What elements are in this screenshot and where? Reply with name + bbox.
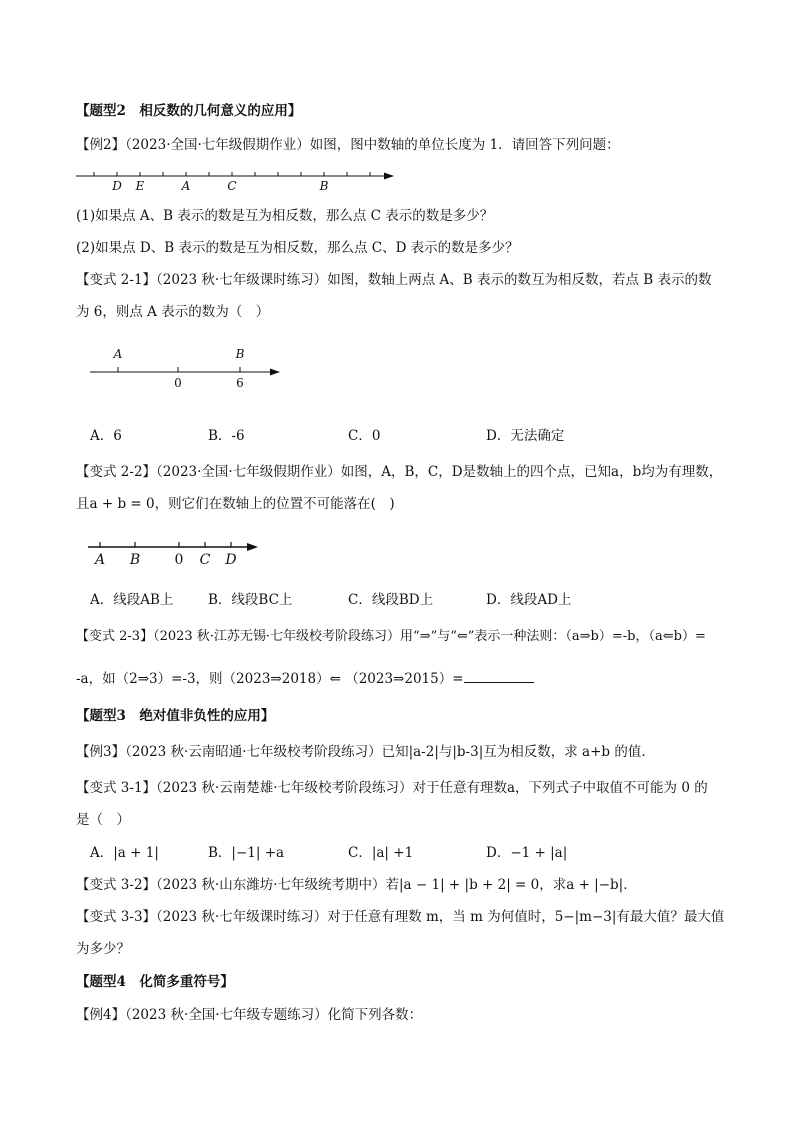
point-label-zero: 0 xyxy=(174,552,184,568)
point-label-c: C xyxy=(227,179,237,193)
option-b: B．-6 xyxy=(208,428,245,444)
variant-2-1-line-1: 【变式 2-1】（2023 秋·七年级课时练习）如图，数轴上两点 A、B 表示的数互为相反数，若点 B 表示的数 xyxy=(76,272,712,288)
variant-3-1-line-1: 【变式 3-1】（2023 秋·云南楚雄·七年级校考阶段练习）对于任意有理数a，下列式子中取值不可能为 0 的 xyxy=(76,780,708,796)
option-d: D．线段AD上 xyxy=(486,592,572,608)
section-title-type4: 【题型4 化简多重符号】 xyxy=(76,974,234,990)
point-label-c: C xyxy=(199,552,211,568)
option-d: D．−1 + |a| xyxy=(486,845,568,861)
variant-2-3-line-2 xyxy=(76,668,534,689)
axis-arrow xyxy=(270,369,280,376)
number-line-figure-2 xyxy=(90,345,290,391)
option-d: D．无法确定 xyxy=(486,428,565,444)
question-1: (1)如果点 A、B 表示的数是互为相反数，那么点 C 表示的数是多少？ xyxy=(76,208,494,224)
option-b: B．线段BC上 xyxy=(208,592,293,608)
option-c: C．|a| +1 xyxy=(348,845,414,861)
answer-blank xyxy=(464,668,534,683)
point-label-a: A xyxy=(94,552,106,568)
option-a: A．|a + 1| xyxy=(90,845,159,861)
point-label-d: D xyxy=(225,552,237,568)
point-label-e: E xyxy=(135,179,145,193)
variant-2-3-text: -a，如（2⇒3）=-3，则（2023⇒2018）⇐ （2023⇒2015）= xyxy=(76,671,464,687)
example-3: 【例3】（2023 秋·云南昭通·七年级校考阶段练习）已知|a-2|与|b-3|互为相反数，求 a+b 的值. xyxy=(76,744,646,760)
variant-2-2-line-1: 【变式 2-2】（2023·全国·七年级假期作业）如图，A，B，C，D是数轴上的四个点，已知a，b均为有理数， xyxy=(76,464,723,480)
option-c: C．0 xyxy=(348,428,381,444)
variant-3-3-line-2: 为多少？ xyxy=(76,941,130,957)
axis-arrow xyxy=(384,173,394,180)
section-title-type2: 【题型2 相反数的几何意义的应用】 xyxy=(76,103,302,119)
variant-2-1-line-2: 为 6，则点 A 表示的数为（ ） xyxy=(76,304,270,320)
example-4: 【例4】（2023 秋·全国·七年级专题练习）化简下列各数： xyxy=(76,1007,423,1023)
option-b: B．|−1| +a xyxy=(208,845,285,861)
tick-label-six: 6 xyxy=(236,376,244,390)
option-c: C．线段BD上 xyxy=(348,592,434,608)
example-2: 【例2】（2023·全国·七年级假期作业）如图，图中数轴的单位长度为 1．请回答下列问题： xyxy=(76,137,620,153)
question-2: (2)如果点 D、B 表示的数是互为相反数，那么点 C、D 表示的数是多少？ xyxy=(76,240,519,256)
option-a: A．线段AB上 xyxy=(90,592,174,608)
tick-label-zero: 0 xyxy=(174,376,182,390)
number-line-figure-3 xyxy=(88,538,268,570)
variant-3-1-line-2: 是（ ） xyxy=(76,812,130,828)
point-label-b: B xyxy=(129,552,141,568)
variant-2-2-line-2: 且a + b = 0，则它们在数轴上的位置不可能落在( ) xyxy=(76,496,395,512)
axis-arrow xyxy=(247,543,258,551)
section-title-type3: 【题型3 绝对值非负性的应用】 xyxy=(76,708,275,724)
point-label-b: B xyxy=(235,347,245,361)
variant-3-2: 【变式 3-2】（2023 秋·山东潍坊·七年级统考期中）若|a − 1| + |b + 2| = 0，求a + |−b|． xyxy=(76,877,637,893)
point-label-a: A xyxy=(113,347,123,361)
tick-marks xyxy=(94,172,370,176)
variant-3-3-line-1: 【变式 3-3】（2023 秋·七年级课时练习）对于任意有理数 m，当 m 为何值时，5−|m−3|有最大值？最大值 xyxy=(76,909,725,925)
variant-2-3-line-1: 【变式 2-3】（2023 秋·江苏无锡·七年级校考阶段练习）用“⇒”与“⇐”表示一种法则：（a⇒b）=-b，（a⇐b）= xyxy=(76,629,706,644)
point-label-d: D xyxy=(112,179,122,193)
option-a: A．6 xyxy=(90,428,122,444)
point-label-b: B xyxy=(319,179,329,193)
point-label-a: A xyxy=(181,179,191,193)
tick-marks xyxy=(118,367,240,372)
number-line-figure-1 xyxy=(76,168,396,194)
